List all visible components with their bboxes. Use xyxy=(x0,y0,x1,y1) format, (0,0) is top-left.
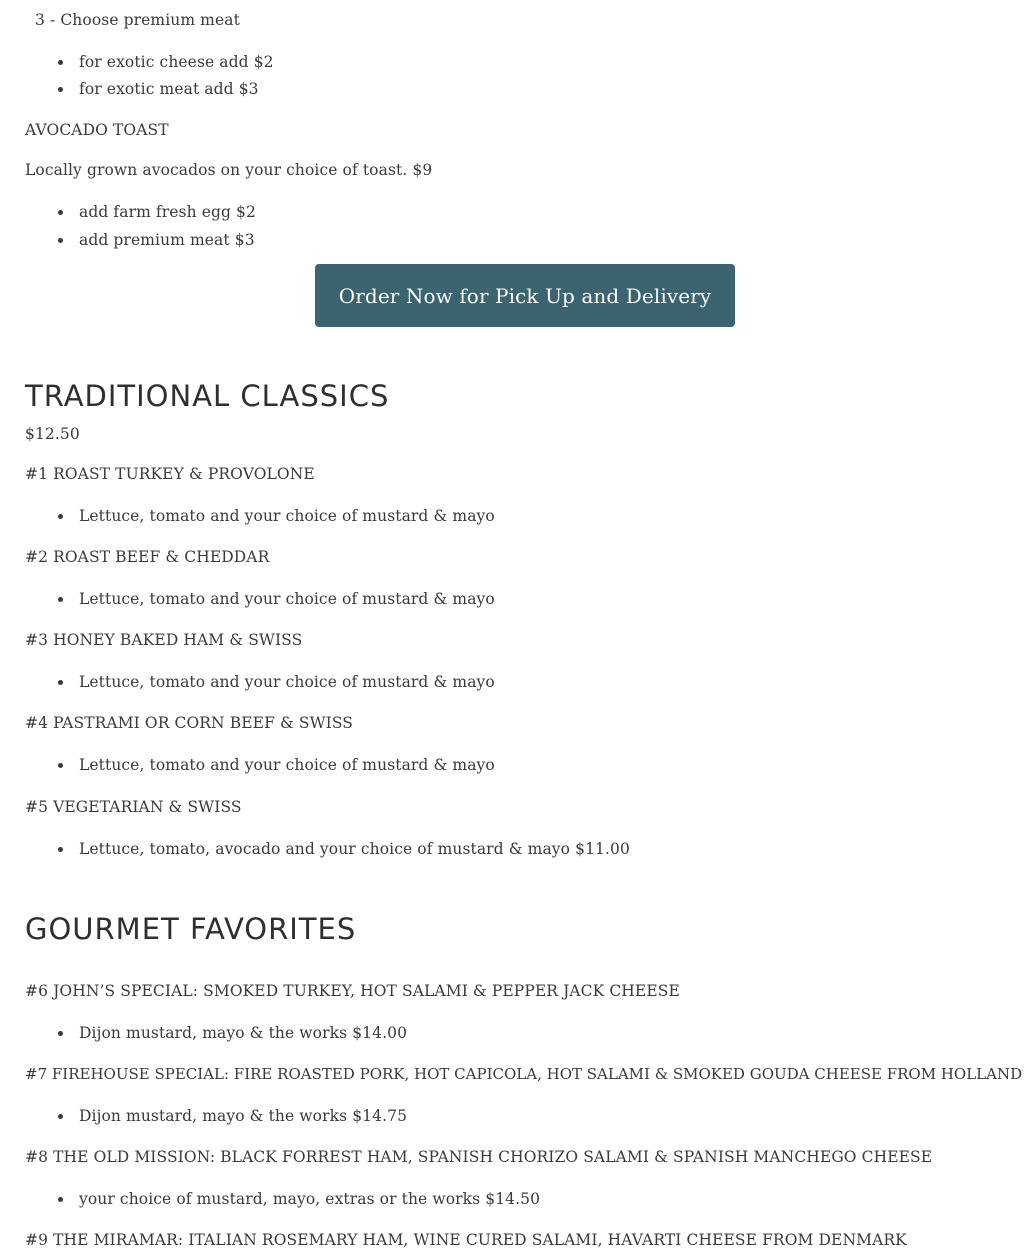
section-heading-gourmet: GOURMET FAVORITES xyxy=(25,912,357,946)
menu-item-name: #8 THE OLD MISSION: BLACK FORREST HAM, SPANISH CHORIZO SALAMI & SPANISH MANCHEGO CHEESE xyxy=(25,1148,933,1166)
menu-item-detail: your choice of mustard, mayo, extras or the works $14.50 xyxy=(79,1190,541,1208)
list-item: add farm fresh egg $2 xyxy=(79,203,256,221)
menu-item-name: #5 VEGETARIAN & SWISS xyxy=(25,798,242,816)
menu-item-detail: Lettuce, tomato and your choice of mustard & mayo xyxy=(79,590,495,608)
menu-item-name: #1 ROAST TURKEY & PROVOLONE xyxy=(25,465,315,483)
menu-item-detail: Dijon mustard, mayo & the works $14.00 xyxy=(79,1024,408,1042)
menu-item-detail: Lettuce, tomato and your choice of mustard & mayo xyxy=(79,507,495,525)
menu-item-name: #3 HONEY BAKED HAM & SWISS xyxy=(25,631,303,649)
section-heading-traditional: TRADITIONAL CLASSICS xyxy=(25,379,390,413)
traditional-price: $12.50 xyxy=(25,425,80,443)
menu-item-name: #6 JOHN’S SPECIAL: SMOKED TURKEY, HOT SALAMI & PEPPER JACK CHEESE xyxy=(25,982,680,1000)
list-item: for exotic meat add $3 xyxy=(79,80,259,98)
avocado-toast-description: Locally grown avocados on your choice of toast. $9 xyxy=(25,161,433,179)
menu-item-detail: Lettuce, tomato and your choice of mustard & mayo xyxy=(79,756,495,774)
list-item: for exotic cheese add $2 xyxy=(79,53,274,71)
menu-item-detail: Dijon mustard, mayo & the works $14.75 xyxy=(79,1107,408,1125)
step-3-text: 3 - Choose premium meat xyxy=(35,11,240,29)
menu-item-name: #4 PASTRAMI OR CORN BEEF & SWISS xyxy=(25,714,354,732)
list-item: add premium meat $3 xyxy=(79,231,255,249)
avocado-toast-title: AVOCADO TOAST xyxy=(25,121,169,139)
menu-item-name: #9 THE MIRAMAR: ITALIAN ROSEMARY HAM, WINE CURED SALAMI, HAVARTI CHEESE FROM DENMARK xyxy=(25,1231,907,1249)
menu-item-detail: Lettuce, tomato, avocado and your choice of mustard & mayo $11.00 xyxy=(79,840,630,858)
order-now-button[interactable]: Order Now for Pick Up and Delivery xyxy=(315,264,735,327)
menu-item-detail: Lettuce, tomato and your choice of mustard & mayo xyxy=(79,673,495,691)
menu-item-name: #2 ROAST BEEF & CHEDDAR xyxy=(25,548,270,566)
menu-item-name: #7 FIREHOUSE SPECIAL: FIRE ROASTED PORK, HOT CAPICOLA, HOT SALAMI & SMOKED GOUDA CHEESE FROM HOLLAND xyxy=(25,1065,1023,1083)
